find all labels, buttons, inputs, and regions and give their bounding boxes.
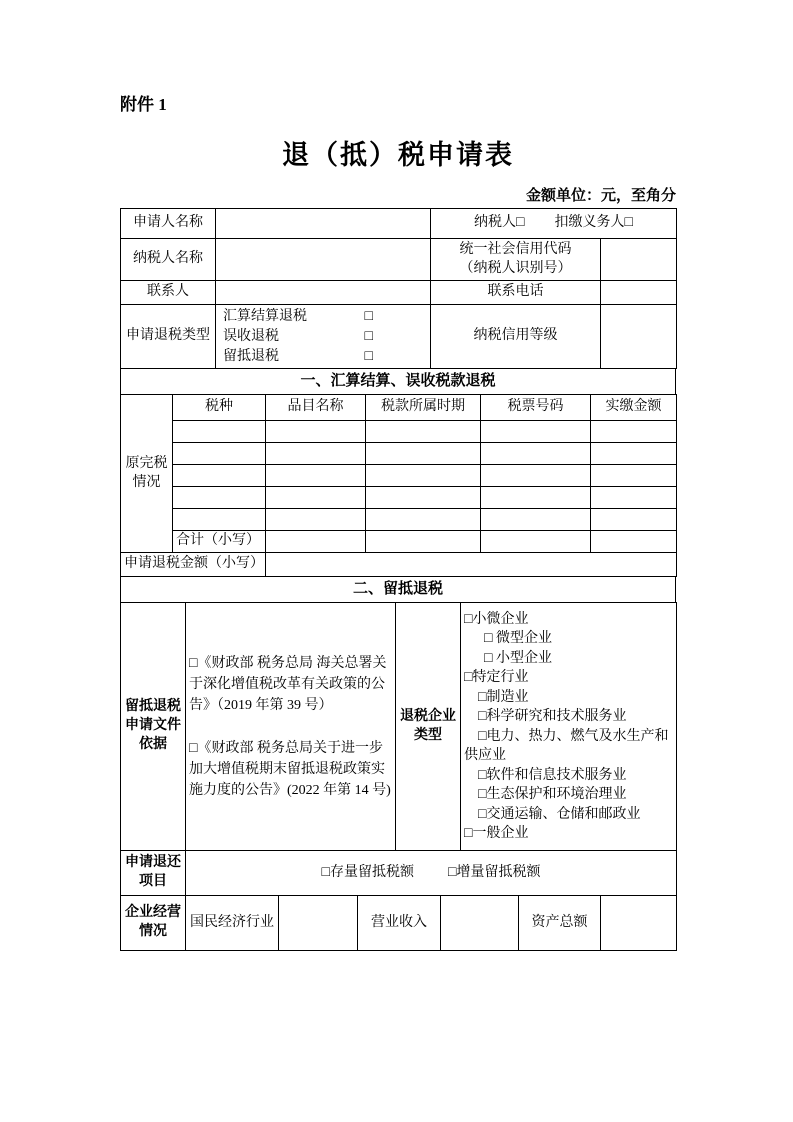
empty-cell	[266, 443, 366, 465]
applicant-kind-cell	[431, 209, 677, 239]
empty-cell	[266, 531, 366, 553]
empty-cell	[366, 487, 481, 509]
enterprise-type-item: □软件和信息技术服务业	[478, 767, 627, 783]
empty-cell	[591, 531, 677, 553]
phone-value-cell	[601, 281, 677, 305]
credit-rating-label: 纳税信用等级	[431, 305, 601, 369]
empty-cell	[173, 443, 266, 465]
section2-title: 二、留抵退税	[121, 577, 676, 603]
column-header-tax-period: 税款所属时期	[366, 395, 481, 421]
checkbox-glyph: □	[364, 348, 373, 364]
form-title: 退（抵）税申请表	[282, 140, 514, 170]
table-row	[121, 509, 677, 531]
assets-value-cell	[601, 896, 677, 951]
refund-items-table	[120, 850, 677, 896]
incremental-credit-checkbox-option: □增量留抵税额	[448, 864, 541, 880]
section2-header	[120, 576, 676, 603]
industry-value-cell	[279, 896, 358, 951]
contact-label: 联系人	[121, 281, 216, 305]
table-row	[121, 487, 677, 509]
business-situation-table	[120, 895, 677, 951]
enterprise-type-item: □电力、热力、燃气及水生产和供应业	[464, 728, 669, 763]
header-info-table	[120, 208, 677, 369]
credit-code-label-line2: （纳税人识别号）	[459, 260, 572, 276]
table-row	[121, 421, 677, 443]
empty-cell	[591, 421, 677, 443]
empty-cell	[366, 531, 481, 553]
credit-code-label	[431, 239, 601, 281]
empty-cell	[266, 487, 366, 509]
empty-cell	[173, 487, 266, 509]
refund-type-options-cell	[216, 305, 431, 369]
checkbox-glyph: □	[364, 328, 373, 344]
table-row	[121, 465, 677, 487]
enterprise-type-item: □ 小型企业	[484, 650, 552, 666]
refund-amount-row	[121, 553, 677, 577]
empty-cell	[481, 509, 591, 531]
empty-cell	[591, 443, 677, 465]
credit-code-label-line1: 统一社会信用代码	[459, 241, 572, 257]
total-label: 合计（小写）	[173, 531, 266, 553]
revenue-value-cell	[441, 896, 519, 951]
empty-cell	[366, 443, 481, 465]
refund-type-option	[223, 307, 373, 327]
basis-document: □《财政部 税务总局关于进一步加大增值税期末留抵退税政策实施力度的公告》(2022 年第 14 号)	[189, 740, 391, 798]
taxpayer-name-label: 纳税人名称	[121, 239, 216, 281]
empty-cell	[481, 487, 591, 509]
empty-cell	[591, 509, 677, 531]
enterprise-type-item: □制造业	[478, 689, 529, 705]
empty-cell	[266, 509, 366, 531]
column-header-tax-type: 税种	[173, 395, 266, 421]
refund-type-option-label: 汇算结算退税	[223, 308, 307, 324]
empty-cell	[481, 531, 591, 553]
total-row	[121, 531, 677, 553]
credit-refund-table	[120, 602, 677, 851]
applicant-name-value-cell	[216, 209, 431, 239]
checkbox-glyph: □	[364, 308, 373, 324]
attachment-label: 附件 1	[120, 95, 167, 114]
refund-type-option-label: 留抵退税	[223, 348, 279, 364]
amount-unit-note: 金额单位：元，至角分	[525, 188, 676, 204]
empty-cell	[266, 421, 366, 443]
enterprise-type-label: 退税企业类型	[396, 603, 461, 851]
refund-type-option	[223, 347, 373, 367]
enterprise-type-item: □生态保护和环境治理业	[478, 787, 627, 802]
phone-label: 联系电话	[431, 281, 601, 305]
refund-items-options	[189, 864, 673, 883]
table-row	[121, 443, 677, 465]
taxpayer-name-value-cell	[216, 239, 431, 281]
empty-cell	[366, 465, 481, 487]
empty-cell	[366, 509, 481, 531]
empty-cell	[173, 465, 266, 487]
paid-tax-table	[120, 394, 677, 577]
withholding-agent-checkbox-option: 扣缴义务人□	[554, 215, 633, 231]
empty-cell	[366, 421, 481, 443]
basis-documents-cell	[186, 603, 396, 851]
section1-title: 一、汇算结算、误收税款退税	[121, 369, 676, 395]
empty-cell	[481, 465, 591, 487]
enterprise-type-item: □一般企业	[464, 826, 529, 841]
assets-label: 资产总额	[519, 896, 601, 951]
credit-code-value-cell	[601, 239, 677, 281]
industry-label: 国民经济行业	[186, 896, 279, 951]
applicant-kind-options	[434, 214, 673, 233]
enterprise-type-item: □小微企业	[464, 611, 529, 627]
column-header-paid-amount: 实缴金额	[591, 395, 677, 421]
enterprise-type-item: □ 微型企业	[484, 631, 552, 646]
enterprise-type-item: □科学研究和技术服务业	[478, 709, 627, 724]
empty-cell	[481, 421, 591, 443]
paid-tax-left-label: 原完税情况	[121, 395, 173, 553]
empty-cell	[481, 443, 591, 465]
refund-type-label: 申请退税类型	[121, 305, 216, 369]
applicant-name-label: 申请人名称	[121, 209, 216, 239]
refund-amount-value-cell	[266, 553, 677, 577]
refund-items-options-cell	[186, 851, 677, 896]
column-header-item-name: 品目名称	[266, 395, 366, 421]
column-header-receipt-number: 税票号码	[481, 395, 591, 421]
empty-cell	[173, 509, 266, 531]
revenue-label: 营业收入	[358, 896, 441, 951]
section1-header	[120, 368, 676, 395]
empty-cell	[591, 465, 677, 487]
refund-type-option-label: 误收退税	[223, 328, 279, 344]
contact-value-cell	[216, 281, 431, 305]
business-situation-label: 企业经营情况	[121, 896, 186, 951]
empty-cell	[173, 421, 266, 443]
enterprise-type-list	[461, 603, 677, 851]
refund-type-option	[223, 327, 373, 347]
empty-cell	[266, 465, 366, 487]
enterprise-type-item: □交通运输、仓储和邮政业	[478, 806, 641, 822]
stock-credit-checkbox-option: □存量留抵税额	[321, 864, 414, 880]
taxpayer-checkbox-option: 纳税人□	[474, 215, 525, 231]
basis-label: 留抵退税申请文件依据	[121, 603, 186, 851]
refund-amount-label: 申请退税金额（小写）	[121, 553, 266, 577]
basis-document: □《财政部 税务总局 海关总署关于深化增值税改革有关政策的公告》（2019 年第 39 号）	[189, 655, 387, 713]
refund-items-label: 申请退还项目	[121, 851, 186, 896]
credit-rating-value-cell	[601, 305, 677, 369]
enterprise-type-item: □特定行业	[464, 670, 529, 685]
empty-cell	[591, 487, 677, 509]
